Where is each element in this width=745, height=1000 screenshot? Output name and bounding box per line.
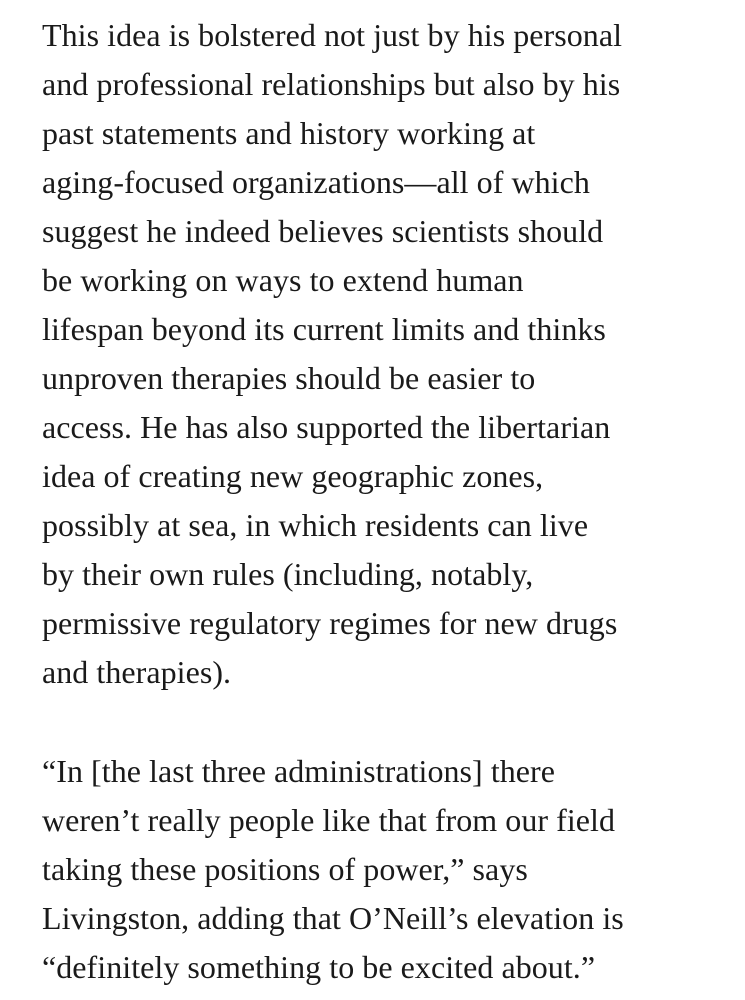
paragraph-line: lifespan beyond its current limits and thinks: [42, 311, 606, 347]
paragraph-line: aging-focused organizations—all of which: [42, 164, 590, 200]
paragraph-line: “definitely something to be excited about.”: [42, 949, 596, 985]
paragraph-line: be working on ways to extend human: [42, 262, 524, 298]
paragraph-line: past statements and history working at: [42, 115, 536, 151]
paragraph-line: weren’t really people like that from our field: [42, 802, 616, 838]
paragraph-line: This idea is bolstered not just by his personal: [42, 17, 623, 53]
paragraph-line: by their own rules (including, notably,: [42, 556, 534, 592]
paragraph-line: and therapies).: [42, 654, 232, 690]
paragraph-line: permissive regulatory regimes for new drugs: [42, 605, 618, 641]
paragraph-line: and professional relationships but also by his: [42, 66, 621, 102]
paragraph-line: “In [the last three administrations] there: [42, 753, 556, 789]
paragraph-line: Livingston, adding that O’Neill’s elevation is: [42, 900, 624, 936]
paragraph-line: possibly at sea, in which residents can live: [42, 507, 589, 543]
paragraph-line: unproven therapies should be easier to: [42, 360, 536, 396]
paragraph-line: access. He has also supported the libertarian: [42, 409, 611, 445]
paragraph-line: suggest he indeed believes scientists should: [42, 213, 604, 249]
paragraph-line: idea of creating new geographic zones,: [42, 458, 544, 494]
paragraph-line: taking these positions of power,” says: [42, 851, 528, 887]
